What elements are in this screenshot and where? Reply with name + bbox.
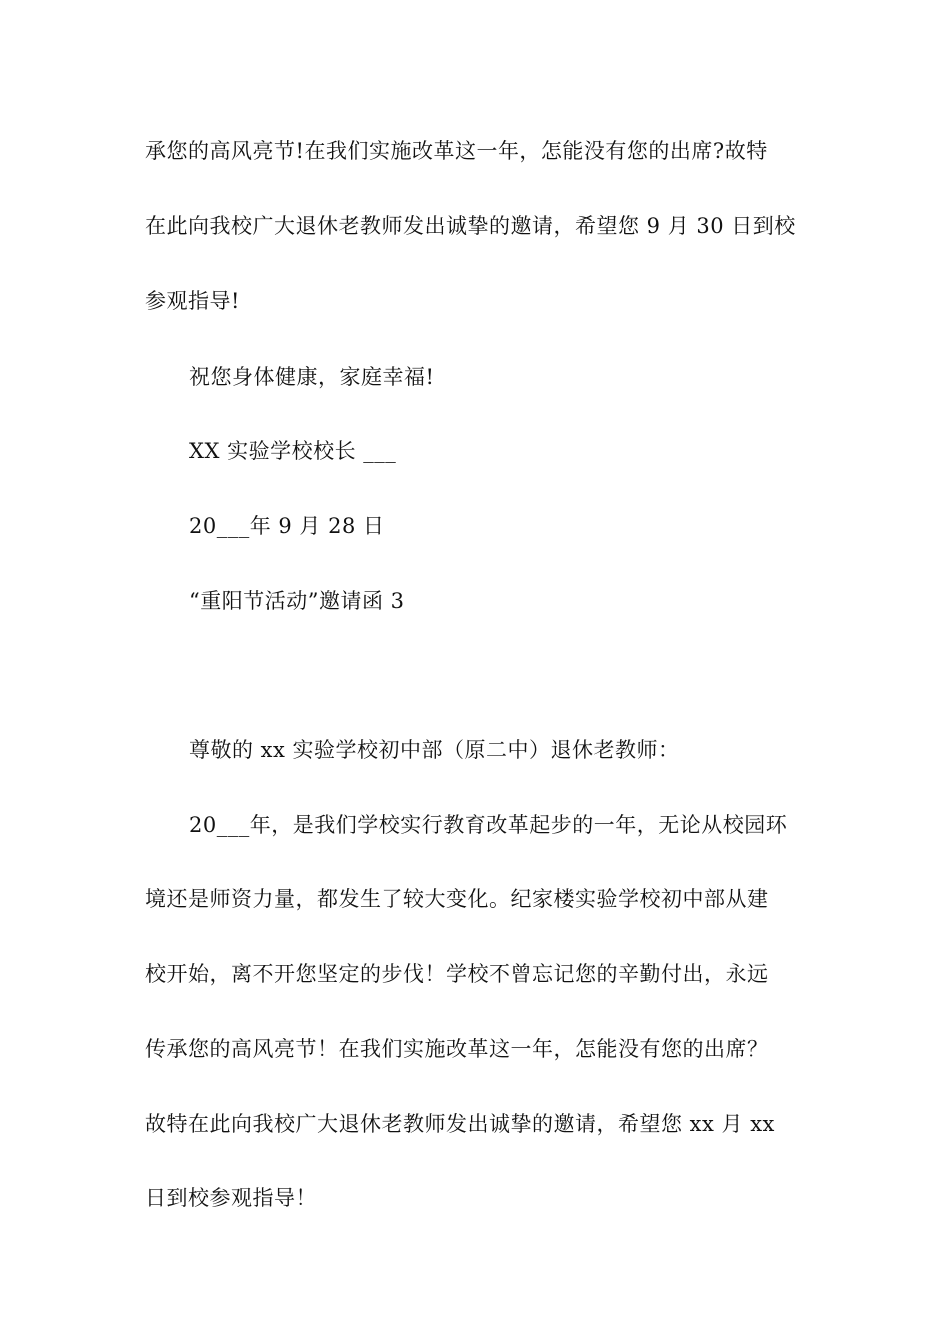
date-line: 20___年 9 月 28 日	[189, 514, 385, 538]
body-line-3: 参观指导!	[145, 289, 240, 313]
body-line-1: 承您的高风亮节!在我们实施改革这一年，怎能没有您的出席?故特	[145, 139, 768, 163]
body-line-4: 20___年，是我们学校实行教育改革起步的一年，无论从校园环	[189, 813, 788, 837]
body-line-7: 传承您的高风亮节！在我们实施改革这一年，怎能没有您的出席？	[145, 1037, 769, 1061]
salutation: 尊敬的 xx 实验学校初中部（原二中）退休老教师：	[189, 738, 680, 762]
closing-wish: 祝您身体健康，家庭幸福!	[189, 365, 435, 389]
body-line-8: 故特在此向我校广大退休老教师发出诚挚的邀请，希望您 xx 月 xx	[145, 1112, 775, 1136]
body-line-9: 日到校参观指导！	[145, 1186, 317, 1210]
body-line-2: 在此向我校广大退休老教师发出诚挚的邀请，希望您 9 月 30 日到校	[145, 214, 796, 238]
signature-line: XX 实验学校校长 ___	[189, 439, 397, 463]
section-heading: “重阳节活动”邀请函 3	[189, 589, 405, 613]
body-line-5: 境还是师资力量，都发生了较大变化。纪家楼实验学校初中部从建	[145, 887, 769, 911]
body-line-6: 校开始，离不开您坚定的步伐！学校不曾忘记您的辛勤付出，永远	[145, 962, 769, 986]
